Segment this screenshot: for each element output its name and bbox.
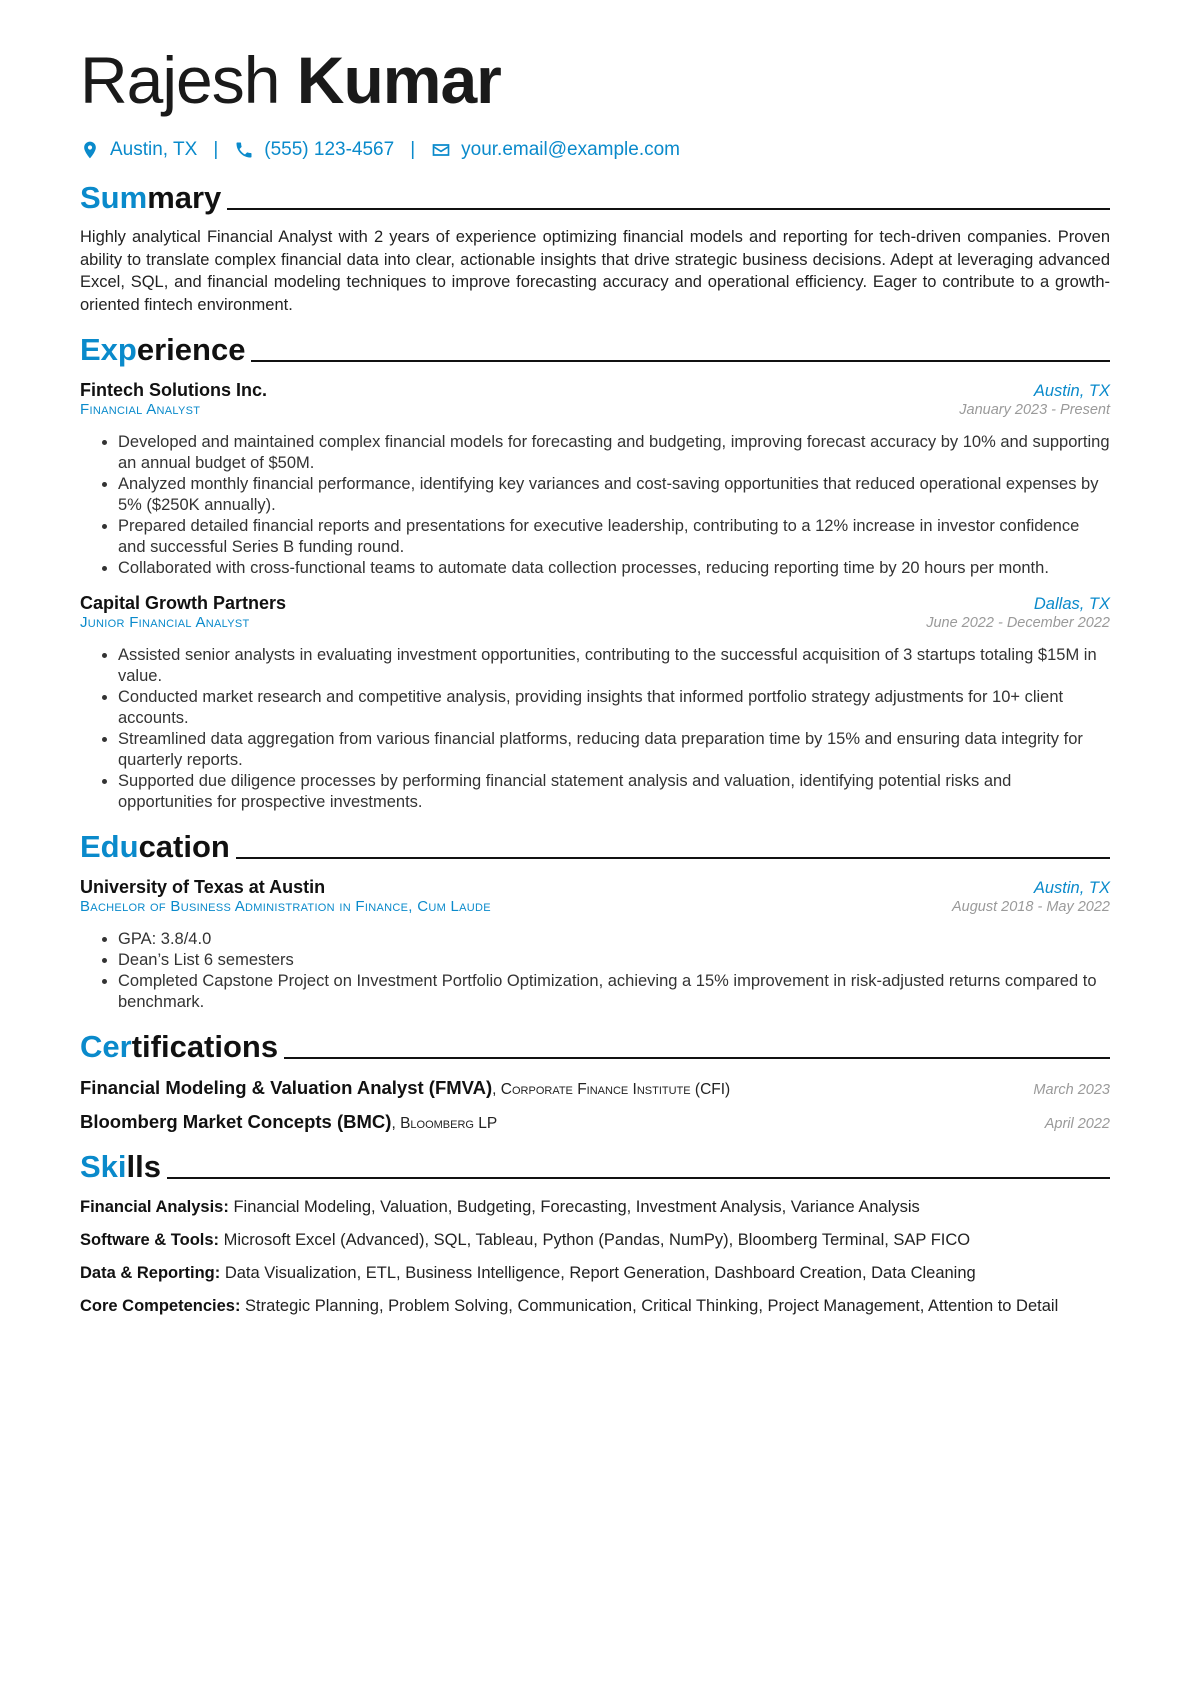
envelope-icon bbox=[431, 140, 451, 160]
education-entry bbox=[80, 877, 1110, 1013]
experience-entry bbox=[80, 593, 1110, 813]
skill-values: Strategic Planning, Problem Solving, Communication, Critical Thinking, Project Management, Attention to Detail bbox=[240, 1297, 1059, 1315]
section-divider bbox=[227, 208, 1110, 210]
cert-name: Bloomberg Market Concepts (BMC) bbox=[80, 1111, 392, 1132]
skill-label: Data & Reporting: bbox=[80, 1264, 221, 1282]
job-title: Financial Analyst bbox=[80, 401, 201, 418]
list-item: • Streamlined data aggregation from various financial platforms, reducing data preparation time by 15% and ensuring data integrity for quarterly reports. bbox=[118, 729, 1110, 771]
summary-text: Highly analytical Financial Analyst with 2 years of experience optimizing financial models and reporting for tech-driven companies. Proven ability to translate complex financial data into clear, actionable insights that drive strategic business decisions. Adept at leveraging advanced Excel, SQL, and financial modeling techniques to improve forecasting accuracy and operational efficiency. Eager to contribute to a growth-oriented fintech environment. bbox=[80, 228, 1110, 314]
job-location: Dallas, TX bbox=[1033, 595, 1110, 613]
job-dates: June 2022 - December 2022 bbox=[926, 615, 1110, 631]
school-name: University of Texas at Austin bbox=[80, 877, 326, 897]
location-text: Austin, TX bbox=[110, 139, 198, 160]
list-item: • Conducted market research and competitive analysis, providing insights that informed portfolio strategy adjustments for 10+ client accounts. bbox=[118, 687, 1110, 729]
company-name: Capital Growth Partners bbox=[80, 593, 287, 613]
phone-icon bbox=[234, 140, 254, 160]
list-item: • Prepared detailed financial reports and presentations for executive leadership, contributing to a 12% increase in investor confidence and successful Series B funding round. bbox=[118, 516, 1110, 558]
last-name: Kumar bbox=[296, 43, 501, 117]
skill-values: Microsoft Excel (Advanced), SQL, Tableau, Python (Pandas, NumPy), Bloomberg Terminal, SAP FICO bbox=[219, 1231, 971, 1249]
map-pin-icon bbox=[80, 140, 100, 160]
section-divider bbox=[167, 1177, 1110, 1179]
company-name: Fintech Solutions Inc. bbox=[80, 380, 268, 400]
contact-bar bbox=[80, 136, 1110, 164]
skill-row bbox=[80, 1229, 1110, 1251]
list-item: • Developed and maintained complex financial models for forecasting and budgeting, improving forecast accuracy by 10% and supporting an annual budget of $50M. bbox=[118, 432, 1110, 474]
list-item: • Completed Capstone Project on Investment Portfolio Optimization, achieving a 15% improvement in risk-adjusted returns compared to benchmark. bbox=[118, 971, 1110, 1013]
contact-email[interactable] bbox=[431, 139, 680, 161]
contact-phone[interactable] bbox=[234, 139, 394, 161]
skill-row bbox=[80, 1196, 1110, 1218]
skill-row bbox=[80, 1262, 1110, 1284]
job-title: Junior Financial Analyst bbox=[80, 614, 250, 631]
degree: Bachelor of Business Administration in Finance, Cum Laude bbox=[80, 898, 491, 915]
email-link: your.email@example.com bbox=[461, 139, 680, 160]
certification-item bbox=[80, 1077, 1110, 1099]
section-header-experience: Experience bbox=[80, 326, 1110, 368]
cert-issuer: , Bloomberg LP bbox=[391, 1115, 498, 1132]
skill-label: Financial Analysis: bbox=[80, 1198, 229, 1216]
list-item: • Assisted senior analysts in evaluating investment opportunities, contributing to the successful acquisition of 3 startups totaling $15M in value. bbox=[118, 645, 1110, 687]
school-location: Austin, TX bbox=[1033, 879, 1110, 897]
job-location: Austin, TX bbox=[1033, 382, 1110, 400]
list-item: • Analyzed monthly financial performance, identifying key variances and cost-saving opportunities that reduced operational expenses by 5% ($250K annually). bbox=[118, 474, 1110, 516]
cert-date: March 2023 bbox=[1033, 1082, 1110, 1098]
experience-entry bbox=[80, 380, 1110, 579]
cert-date: April 2022 bbox=[1044, 1116, 1110, 1132]
education-bullets bbox=[80, 929, 1110, 1013]
job-bullets bbox=[80, 432, 1110, 579]
section-header-summary: Summary bbox=[80, 174, 1110, 216]
list-item: • Supported due diligence processes by performing financial statement analysis and valuation, identifying potential risks and opportunities for prospective investments. bbox=[118, 771, 1110, 813]
cert-name: Financial Modeling & Valuation Analyst (FMVA) bbox=[80, 1077, 493, 1098]
certification-item bbox=[80, 1111, 1110, 1133]
cert-issuer: , Corporate Finance Institute (CFI) bbox=[492, 1081, 731, 1098]
education-dates: August 2018 - May 2022 bbox=[952, 899, 1110, 915]
separator: | bbox=[213, 139, 219, 160]
section-header-education: Education bbox=[80, 823, 1110, 865]
job-bullets bbox=[80, 645, 1110, 813]
job-dates: January 2023 - Present bbox=[959, 402, 1110, 418]
section-divider bbox=[236, 857, 1110, 859]
list-item: • Dean’s List 6 semesters bbox=[118, 950, 1110, 971]
phone-text: (555) 123-4567 bbox=[264, 139, 395, 160]
candidate-name bbox=[80, 42, 1110, 118]
section-divider bbox=[284, 1057, 1110, 1059]
list-item: • GPA: 3.8/4.0 bbox=[118, 929, 1110, 950]
section-header-certifications: Certifications bbox=[80, 1023, 1110, 1065]
skill-values: Financial Modeling, Valuation, Budgeting, Forecasting, Investment Analysis, Variance Analysis bbox=[228, 1198, 920, 1216]
section-header-skills: Skills bbox=[80, 1143, 1110, 1185]
skill-label: Core Competencies: bbox=[80, 1297, 241, 1315]
section-divider bbox=[251, 360, 1110, 362]
contact-location bbox=[80, 139, 197, 161]
skill-label: Software & Tools: bbox=[80, 1231, 220, 1249]
skill-values: Data Visualization, ETL, Business Intelligence, Report Generation, Dashboard Creation, Data Cleaning bbox=[220, 1264, 976, 1282]
first-name: Rajesh bbox=[80, 43, 280, 117]
skill-row bbox=[80, 1295, 1110, 1317]
list-item: • Collaborated with cross-functional teams to automate data collection processes, reducing reporting time by 20 hours per month. bbox=[118, 558, 1110, 579]
separator: | bbox=[410, 139, 416, 160]
